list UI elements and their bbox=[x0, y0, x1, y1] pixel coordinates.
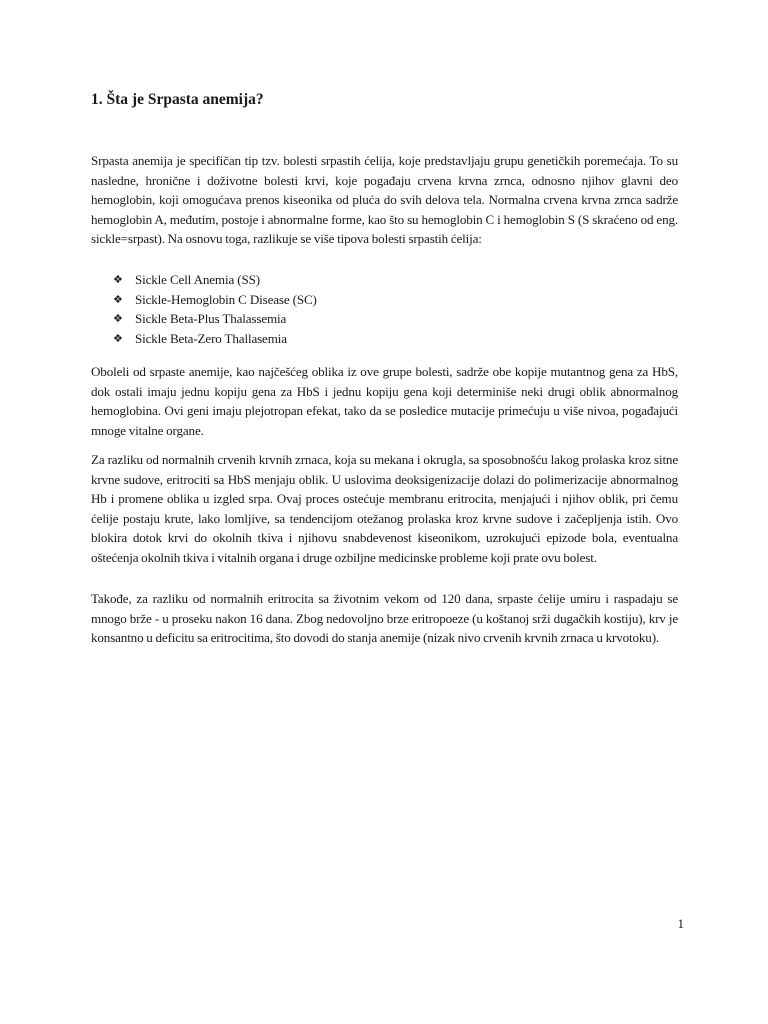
paragraph-cell-shape: Za razliku od normalnih crvenih krvnih zrnaca, koja su mekana i okrugla, sa sposobnošću lakog prolaska kroz sitne krvne sudove, eritrociti sa HbS menjaju oblik. U uslovima deoksigenizacije dolazi do polimerizacije abnormalnog Hb i promene oblika u izgled srpa. Ovaj proces ostećuje membranu eritrocita, menjajući i njihov oblik, pri čemu ćelije postaju krute, lako lomljive, sa tendencijom otežanog prolaska kroz krvne sudove i začepljenja istih. Ovo blokira dotok krvi do okolnih tkiva i njihovu snabdevenost kiseonikom, uzrokujući epizode bola, eventualna oštećenja okolnih tkiva i vitalnih organa i druge ozbiljne medicinske probleme koji prate ovu bolest. bbox=[91, 452, 678, 565]
diamond-bullet-icon: ❖ bbox=[113, 312, 123, 326]
list-item-text: Sickle-Hemoglobin C Disease (SC) bbox=[135, 291, 317, 307]
list-item-text: Sickle Cell Anemia (SS) bbox=[135, 272, 260, 287]
diamond-bullet-icon: ❖ bbox=[113, 273, 123, 286]
disease-types-list bbox=[91, 270, 678, 348]
list-item bbox=[91, 270, 678, 290]
page-number: 1 bbox=[677, 916, 684, 931]
paragraph-lifespan: Takođe, za razliku od normalnih eritrocita sa životnim vekom od 120 dana, srpaste ćelije umiru i raspadaju se mnogo brže - u proseku nakon 16 dana. Zbog nedovoljno brze eritropoeze (u koštanoj srži dugačkih kostiju), krv je konsantno u deficitu sa eritrocitima, što dovodi do stanja anemije (nizak nivo crvenih krvnih zrnaca u krvotoku). bbox=[91, 591, 678, 646]
list-item bbox=[91, 309, 678, 329]
list-item-text: Sickle Beta-Plus Thalassemia bbox=[135, 311, 287, 327]
paragraph-intro: Srpasta anemija je specifičan tip tzv. bolesti srpastih ćelija, koje predstavljaju grupu genetičkih poremećaja. To su nasledne, hronične i doživotne bolesti krvi, koje pogađaju crvena krvna zrnca, odnosno njihov glavni deo hemoglobin, koji omogućava prenos kiseonika od pluća do svih delova tela. Normalna crvena krvna zrnca sadrže hemoglobin A, međutim, postoje i abnormalne forme, kao što su hemoglobin C i hemoglobin S (S skraćeno od eng. sickle=srpast). Na osnovu toga, razlikuje se više tipova bolesti srpastih ćelija: bbox=[91, 153, 678, 247]
section-heading: 1. Šta je Srpasta anemija? bbox=[91, 91, 264, 108]
diamond-bullet-icon: ❖ bbox=[113, 331, 123, 345]
paragraph-genetics: Oboleli od srpaste anemije, kao najčešćeg oblika iz ove grupe bolesti, sadrže obe kopije mutantnog gena za HbS, dok ostali imaju jednu kopiju gena za HbS i jednu kopiju gena koji determiniše neki drugi oblik abnormalnog hemoglobina. Ovi geni imaju plejotropan efekat, tako da se posledice mutacije primećuju u više nivoa, pogađajući mnoge vitalne organe. bbox=[91, 364, 678, 438]
list-item-text: Sickle Beta-Zero Thallasemia bbox=[135, 330, 287, 346]
list-item bbox=[91, 290, 678, 310]
list-item bbox=[91, 329, 678, 349]
diamond-bullet-icon: ❖ bbox=[113, 292, 123, 306]
